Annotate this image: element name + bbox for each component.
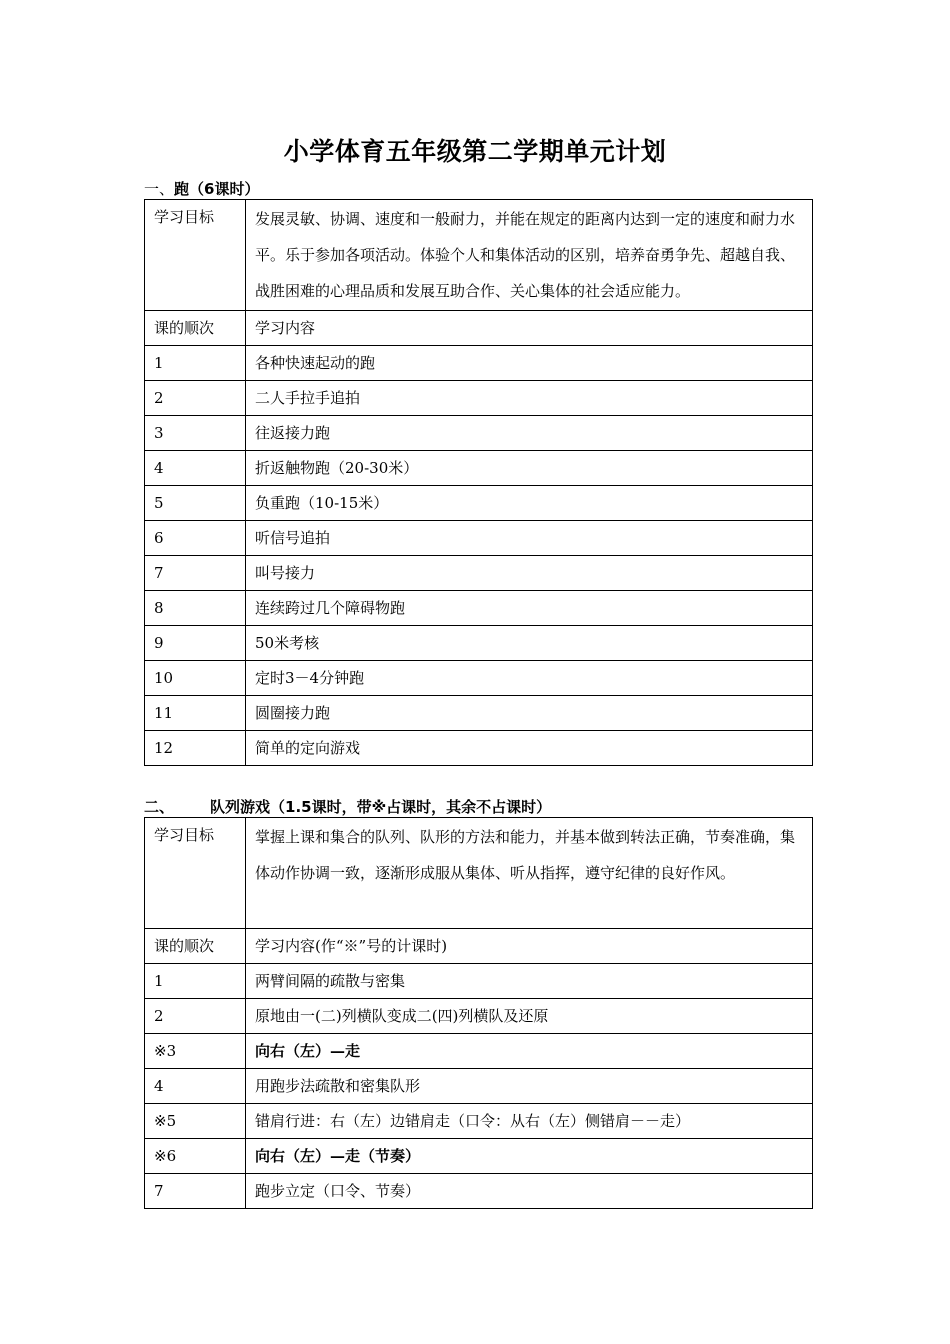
lesson-number: 6 <box>145 521 246 556</box>
table-row <box>145 556 813 591</box>
lesson-content: 跑步立定（口令、节奏） <box>246 1174 813 1209</box>
lesson-number: 1 <box>145 964 246 999</box>
lesson-number: 10 <box>145 661 246 696</box>
lesson-content: 圆圈接力跑 <box>246 696 813 731</box>
lesson-number: ※5 <box>145 1104 246 1139</box>
section-heading-run <box>144 178 259 199</box>
lesson-number: ※6 <box>145 1139 246 1174</box>
table-row <box>145 626 813 661</box>
col-header-order: 课的顺次 <box>145 929 246 964</box>
table-row <box>145 451 813 486</box>
goal-label: 学习目标 <box>145 200 246 311</box>
plan-table-formation <box>144 817 813 1209</box>
lesson-content: 向右（左）—走 <box>246 1034 813 1069</box>
goal-row <box>145 200 813 311</box>
lesson-content: 定时3－4分钟跑 <box>246 661 813 696</box>
lesson-number: 2 <box>145 381 246 416</box>
lesson-number: 9 <box>145 626 246 661</box>
table-row <box>145 964 813 999</box>
goal-label: 学习目标 <box>145 818 246 929</box>
lesson-content: 50米考核 <box>246 626 813 661</box>
table-row <box>145 731 813 766</box>
lesson-content: 叫号接力 <box>246 556 813 591</box>
lesson-content: 二人手拉手追拍 <box>246 381 813 416</box>
table-row <box>145 381 813 416</box>
table-row <box>145 521 813 556</box>
table-row <box>145 416 813 451</box>
table-row <box>145 1104 813 1139</box>
goal-text: 发展灵敏、协调、速度和一般耐力，并能在规定的距离内达到一定的速度和耐力水平。乐于参加各项活动。体验个人和集体活动的区别，培养奋勇争先、超越自我、战胜困难的心理品质和发展互助合作、关心集体的社会适应能力。 <box>246 200 813 311</box>
section-heading-formation <box>144 796 551 817</box>
header-row <box>145 311 813 346</box>
lesson-number: 4 <box>145 1069 246 1104</box>
lesson-number: 1 <box>145 346 246 381</box>
lesson-number: 3 <box>145 416 246 451</box>
table-row <box>145 999 813 1034</box>
lesson-number: 4 <box>145 451 246 486</box>
table-row <box>145 591 813 626</box>
col-header-content: 学习内容(作“※”号的计课时) <box>246 929 813 964</box>
lesson-content: 各种快速起动的跑 <box>246 346 813 381</box>
lesson-content: 用跑步法疏散和密集队形 <box>246 1069 813 1104</box>
header-row <box>145 929 813 964</box>
lesson-content: 向右（左）—走（节奏） <box>246 1139 813 1174</box>
goal-text: 掌握上课和集合的队列、队形的方法和能力，并基本做到转法正确，节奏准确，集体动作协调一致，逐渐形成服从集体、听从指挥，遵守纪律的良好作风。 <box>246 818 813 929</box>
lesson-content: 原地由一(二)列横队变成二(四)列横队及还原 <box>246 999 813 1034</box>
table-row <box>145 1069 813 1104</box>
lesson-number: 7 <box>145 1174 246 1209</box>
table-row <box>145 486 813 521</box>
lesson-number: 12 <box>145 731 246 766</box>
col-header-order: 课的顺次 <box>145 311 246 346</box>
table-row <box>145 346 813 381</box>
page-title: 小学体育五年级第二学期单元计划 <box>283 137 667 166</box>
table-row <box>145 1034 813 1069</box>
lesson-content: 连续跨过几个障碍物跑 <box>246 591 813 626</box>
goal-row <box>145 818 813 929</box>
lesson-content: 听信号追拍 <box>246 521 813 556</box>
table-row <box>145 696 813 731</box>
lesson-number: 2 <box>145 999 246 1034</box>
section-number: 一、 <box>144 180 175 198</box>
plan-table-run <box>144 199 813 766</box>
lesson-number: 5 <box>145 486 246 521</box>
lesson-content: 简单的定向游戏 <box>246 731 813 766</box>
lesson-content: 折返触物跑（20-30米） <box>246 451 813 486</box>
lesson-content: 两臂间隔的疏散与密集 <box>246 964 813 999</box>
table-row <box>145 1174 813 1209</box>
section-number: 二、 <box>144 798 175 816</box>
table-row <box>145 661 813 696</box>
col-header-content: 学习内容 <box>246 311 813 346</box>
section-title: 队列游戏（1.5课时，带※占课时，其余不占课时） <box>210 798 552 816</box>
table-row <box>145 1139 813 1174</box>
lesson-number: ※3 <box>145 1034 246 1069</box>
lesson-content: 错肩行进：右（左）边错肩走（口令：从右（左）侧错肩－－走） <box>246 1104 813 1139</box>
lesson-content: 负重跑（10-15米） <box>246 486 813 521</box>
lesson-number: 11 <box>145 696 246 731</box>
lesson-number: 7 <box>145 556 246 591</box>
lesson-content: 往返接力跑 <box>246 416 813 451</box>
section-title: 跑（6课时） <box>174 180 260 198</box>
lesson-number: 8 <box>145 591 246 626</box>
